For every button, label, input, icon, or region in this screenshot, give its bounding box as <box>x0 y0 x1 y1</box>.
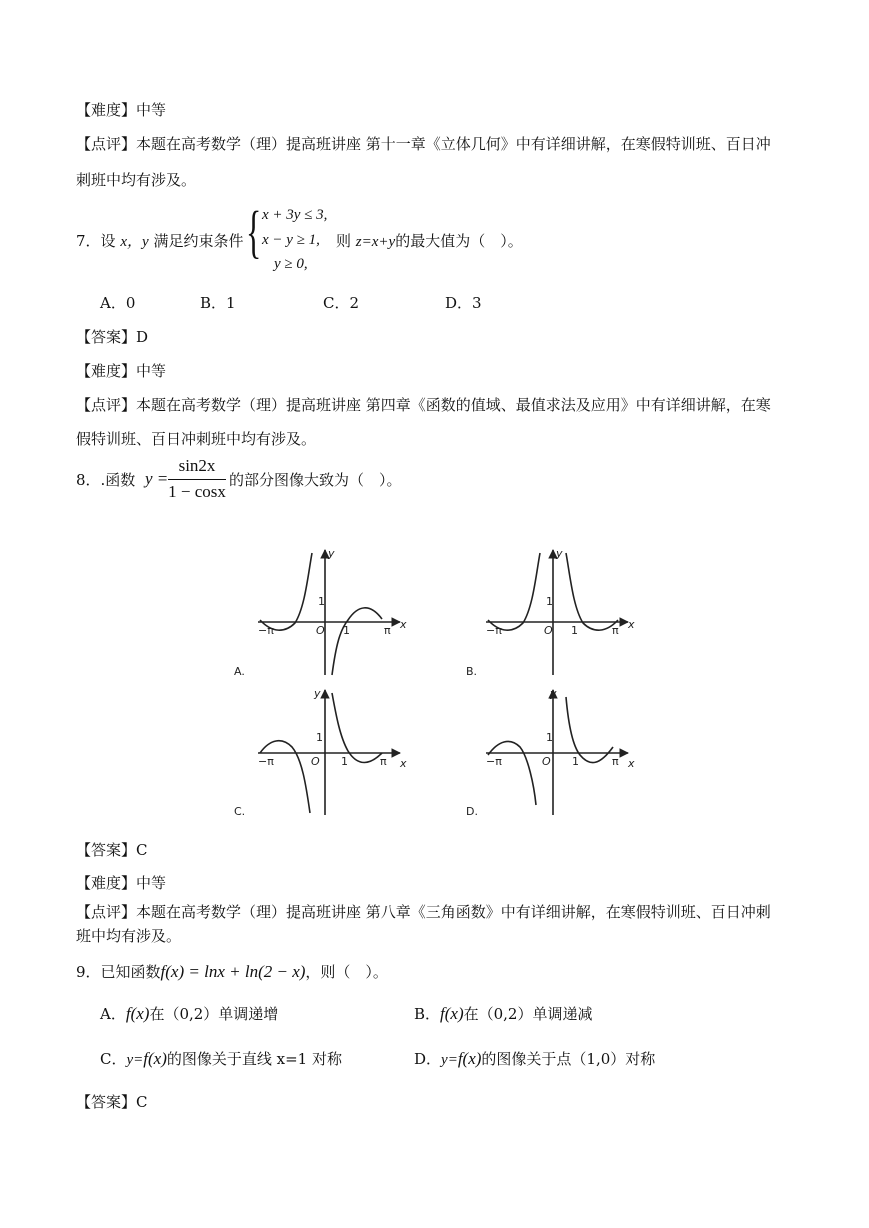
answer-label: 【答案】 <box>76 1093 137 1111</box>
graph-a-y-label: y <box>328 547 335 560</box>
q7-option-b: B．1 <box>200 294 236 312</box>
q9-option-c-y: y= <box>126 1052 144 1068</box>
q8-review-text: 本题在高考数学（理）提高班讲座 第八章《三角函数》中有详细讲解，在寒假特训班、百日冲刺 <box>136 903 771 921</box>
q9-option-c <box>100 1049 342 1070</box>
graph-d-label: D. <box>466 805 478 818</box>
q9-option-c-func: f(x) <box>143 1049 167 1068</box>
graph-b-neg-pi: −π <box>486 624 502 637</box>
graph-c-origin: O <box>311 755 320 768</box>
constraint-3: y ≥ 0, <box>274 256 308 272</box>
graph-b-label: B. <box>466 665 478 678</box>
graph-a-one-y: 1 <box>318 595 325 608</box>
q7-review-line <box>76 395 771 415</box>
graph-b-y-label: y <box>556 547 563 560</box>
graph-a <box>258 550 400 675</box>
q7-option-a: A．0 <box>100 294 136 312</box>
q7-stem <box>76 231 243 252</box>
q9-option-d-text: 的图像关于点（1,0）对称 <box>481 1050 656 1068</box>
q9-option-a-func: f(x) <box>125 1004 150 1023</box>
graph-a-x-label: x <box>400 618 407 631</box>
answer-label: 【答案】 <box>76 328 137 346</box>
q8-review-line <box>76 902 771 922</box>
q9-answer: C <box>136 1093 148 1111</box>
graph-d-y-label: y <box>550 687 557 700</box>
graph-b-pi: π <box>612 624 619 637</box>
q9-answer-line <box>76 1092 148 1112</box>
q8-answer: C <box>136 841 148 859</box>
q9-option-c-label: C． <box>100 1050 127 1068</box>
q9-text: ，则（ ）。 <box>305 963 388 981</box>
graph-d-neg-pi: −π <box>486 755 502 768</box>
graph-a-neg-pi: −π <box>258 624 274 637</box>
q9-option-b-text: 在（0,2）单调递减 <box>463 1005 593 1023</box>
q8-difficulty-line <box>76 873 166 893</box>
graph-d <box>486 690 628 815</box>
q7-answer-line <box>76 327 148 347</box>
q9-stem <box>76 962 388 982</box>
q9-option-d-func: f(x) <box>457 1049 482 1068</box>
constraint-1: x + 3y ≤ 3, <box>262 207 328 223</box>
q8-answer-line <box>76 840 148 860</box>
q7-option-c: C．2 <box>323 294 360 312</box>
graph-d-origin: O <box>542 755 551 768</box>
q8-numerator: sin2x <box>178 456 216 475</box>
q9-option-a-label: A． <box>100 1005 126 1023</box>
q9-option-a-text: 在（0,2）单调递增 <box>149 1005 279 1023</box>
graph-c-label: C. <box>234 805 246 818</box>
q8-text: 的部分图像大致为（ ）。 <box>229 471 402 489</box>
difficulty-line <box>76 100 166 120</box>
q8-difficulty: 中等 <box>136 874 167 892</box>
review-continuation: 刺班中均有涉及。 <box>76 171 197 189</box>
graph-c-pi: π <box>380 755 387 768</box>
difficulty-value: 中等 <box>136 101 167 119</box>
q9-option-d-y: y= <box>441 1052 458 1068</box>
q7-vars: x，y <box>120 234 149 250</box>
q7-stem-tail <box>336 231 523 252</box>
review-label: 【点评】 <box>76 396 137 414</box>
graph-b-origin: O <box>544 624 553 637</box>
graph-a-origin: O <box>316 624 325 637</box>
graph-b <box>486 550 628 675</box>
q8-lhs: y = <box>145 469 169 488</box>
q7-difficulty: 中等 <box>136 362 167 380</box>
graph-a-label: A. <box>234 665 245 678</box>
graph-d-x-label: x <box>628 757 635 770</box>
q8-review-continuation: 班中均有涉及。 <box>76 927 182 945</box>
q7-review-continuation: 假特训班、百日冲刺班中均有涉及。 <box>76 430 317 448</box>
q7-review-text: 本题在高考数学（理）提高班讲座 第四章《函数的值域、最值求法及应用》中有详细讲解，在寒 <box>136 396 771 414</box>
q7-objective: z=x+y <box>355 234 396 250</box>
graph-c-one-y: 1 <box>316 731 323 744</box>
graph-b-one-y: 1 <box>546 595 553 608</box>
q9-option-c-text: 的图像关于直线 x=1 对称 <box>166 1050 342 1068</box>
graph-d-one-x: 1 <box>572 755 579 768</box>
constraint-2: x − y ≥ 1, <box>262 232 320 248</box>
fraction-bar <box>168 479 226 480</box>
graph-b-one-x: 1 <box>571 624 578 637</box>
q9-option-b <box>414 1004 592 1024</box>
q9-number: 9．已知函数 <box>76 963 161 981</box>
graph-d-pi: π <box>612 755 619 768</box>
q7-number: 7．设 <box>76 232 116 250</box>
graph-c <box>258 690 400 815</box>
graph-c-y-label: y <box>314 687 321 700</box>
graph-c-one-x: 1 <box>341 755 348 768</box>
q9-option-b-func: f(x) <box>440 1004 464 1023</box>
q9-formula: f(x) = lnx + ln(2 − x) <box>160 962 306 981</box>
q9-option-d <box>414 1049 655 1070</box>
q7-answer: D <box>136 328 149 346</box>
q8-denominator: 1 − cosx <box>168 482 226 501</box>
graph-d-one-y: 1 <box>546 731 553 744</box>
difficulty-label: 【难度】 <box>76 874 137 892</box>
answer-label: 【答案】 <box>76 841 137 859</box>
q7-text-c: 的最大值为（ ）。 <box>395 232 523 250</box>
q9-option-b-label: B． <box>414 1005 441 1023</box>
review-label: 【点评】 <box>76 135 137 153</box>
graph-c-x-label: x <box>400 757 407 770</box>
review-label: 【点评】 <box>76 903 137 921</box>
q9-option-a <box>100 1004 278 1024</box>
graph-a-one-x: 1 <box>343 624 350 637</box>
q9-option-d-label: D． <box>414 1050 442 1068</box>
graph-a-pi: π <box>384 624 391 637</box>
graph-c-neg-pi: −π <box>258 755 274 768</box>
q7-text-a: 满足约束条件 <box>153 232 244 250</box>
review-text: 本题在高考数学（理）提高班讲座 第十一章《立体几何》中有详细讲解，在寒假特训班、百日冲 <box>136 135 771 153</box>
review-line <box>76 134 771 154</box>
difficulty-label: 【难度】 <box>76 101 137 119</box>
q8-stem <box>76 470 135 490</box>
difficulty-label: 【难度】 <box>76 362 137 380</box>
q7-text-b: 则 <box>336 232 352 250</box>
graph-options-figure <box>220 535 650 825</box>
constraint-brace: { <box>246 199 262 264</box>
q7-difficulty-line <box>76 361 166 381</box>
q7-option-d: D．3 <box>445 294 482 312</box>
graph-b-x-label: x <box>628 618 635 631</box>
q8-number: 8．.函数 <box>76 471 136 489</box>
